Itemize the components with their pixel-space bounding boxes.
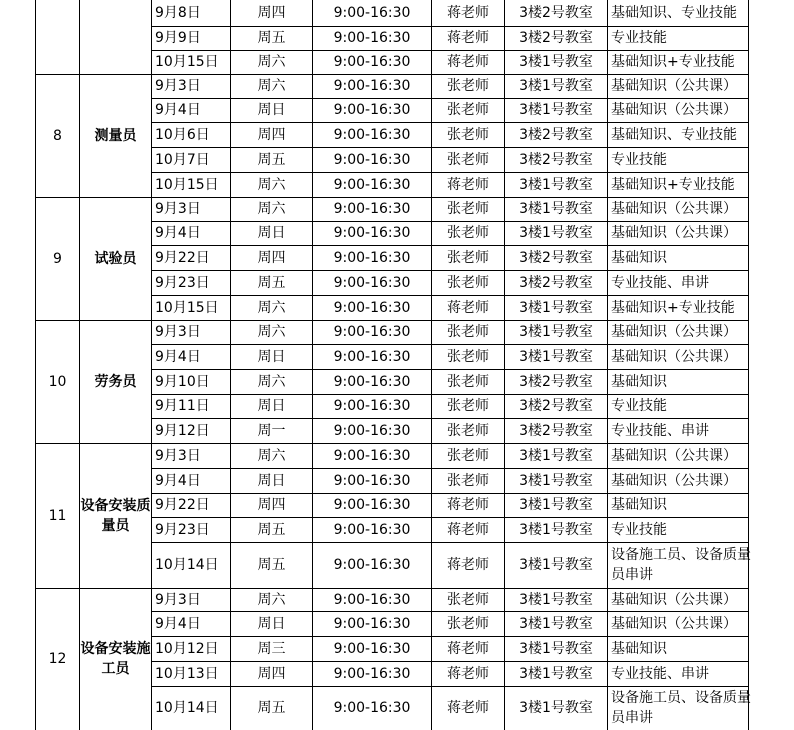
weekday-cell: 周日 xyxy=(257,472,286,489)
group-number: 9 xyxy=(53,250,62,267)
date-cell: 10月7日 xyxy=(155,151,210,168)
room-cell: 3楼2号教室 xyxy=(519,373,593,390)
time-cell: 9:00-16:30 xyxy=(333,126,411,143)
content-cell: 基础知识、专业技能 xyxy=(611,5,737,21)
content-cell: 基础知识（公共课） xyxy=(611,102,737,118)
weekday-cell: 周五 xyxy=(257,30,286,46)
group-number: 11 xyxy=(48,507,67,524)
time-cell: 9:00-16:30 xyxy=(333,447,411,464)
room-cell: 3楼1号教室 xyxy=(519,665,593,682)
date-cell: 10月15日 xyxy=(155,299,219,316)
date-cell: 9月10日 xyxy=(155,373,210,390)
content-cell: 基础知识（公共课） xyxy=(611,472,737,489)
room-cell: 3楼2号教室 xyxy=(519,249,593,266)
room-cell: 3楼2号教室 xyxy=(519,5,593,21)
date-cell: 9月23日 xyxy=(155,521,210,538)
time-cell: 9:00-16:30 xyxy=(333,324,411,340)
room-cell: 3楼1号教室 xyxy=(519,497,593,513)
weekday-cell: 周日 xyxy=(257,615,286,632)
content-cell: 设备施工员、设备质量员串讲 xyxy=(611,547,751,583)
room-cell: 3楼1号教室 xyxy=(519,591,593,608)
room-cell: 3楼1号教室 xyxy=(519,447,593,464)
teacher-cell: 蒋老师 xyxy=(447,700,489,716)
teacher-cell: 蒋老师 xyxy=(447,497,489,513)
date-cell: 9月4日 xyxy=(155,615,201,632)
date-cell: 9月22日 xyxy=(155,497,210,513)
teacher-cell: 张老师 xyxy=(447,78,489,94)
teacher-cell: 张老师 xyxy=(447,348,489,365)
weekday-cell: 周六 xyxy=(257,78,286,94)
room-cell: 3楼1号教室 xyxy=(519,472,593,489)
weekday-cell: 周五 xyxy=(257,557,286,573)
room-cell: 3楼1号教室 xyxy=(519,700,593,716)
teacher-cell: 蒋老师 xyxy=(447,54,489,70)
date-cell: 10月15日 xyxy=(155,176,219,193)
content-cell: 基础知识 xyxy=(611,640,667,657)
weekday-cell: 周六 xyxy=(257,373,286,390)
room-cell: 3楼1号教室 xyxy=(519,201,593,217)
teacher-cell: 蒋老师 xyxy=(447,665,489,682)
room-cell: 3楼1号教室 xyxy=(519,348,593,365)
time-cell: 9:00-16:30 xyxy=(333,640,411,657)
date-cell: 9月3日 xyxy=(155,78,201,94)
teacher-cell: 张老师 xyxy=(447,151,489,168)
group-role: 设备安装质量员 xyxy=(80,497,151,534)
date-cell: 10月14日 xyxy=(155,700,219,716)
teacher-cell: 蒋老师 xyxy=(447,521,489,538)
room-cell: 3楼1号教室 xyxy=(519,324,593,340)
teacher-cell: 张老师 xyxy=(447,225,489,241)
content-cell: 专业技能 xyxy=(611,398,667,414)
weekday-cell: 周六 xyxy=(257,591,286,608)
content-cell: 基础知识 xyxy=(611,373,667,390)
room-cell: 3楼2号教室 xyxy=(519,30,593,46)
weekday-cell: 周六 xyxy=(257,54,286,70)
teacher-cell: 蒋老师 xyxy=(447,557,489,573)
content-cell: 基础知识（公共课） xyxy=(611,447,737,464)
group-number: 10 xyxy=(48,373,67,390)
group-role: 设备安装施工员 xyxy=(80,641,151,677)
time-cell: 9:00-16:30 xyxy=(333,151,411,168)
date-cell: 9月4日 xyxy=(155,348,201,365)
room-cell: 3楼1号教室 xyxy=(519,225,593,241)
content-cell: 基础知识（公共课） xyxy=(611,348,737,365)
time-cell: 9:00-16:30 xyxy=(333,5,411,21)
time-cell: 9:00-16:30 xyxy=(333,274,411,291)
time-cell: 9:00-16:30 xyxy=(333,398,411,414)
content-cell: 专业技能 xyxy=(611,521,667,538)
weekday-cell: 周六 xyxy=(257,447,286,464)
weekday-cell: 周四 xyxy=(257,126,286,143)
content-cell: 基础知识（公共课） xyxy=(611,78,737,94)
date-cell: 9月4日 xyxy=(155,225,201,241)
time-cell: 9:00-16:30 xyxy=(333,225,411,241)
date-cell: 9月4日 xyxy=(155,102,201,118)
content-cell: 基础知识+专业技能 xyxy=(611,54,735,70)
time-cell: 9:00-16:30 xyxy=(333,78,411,94)
room-cell: 3楼1号教室 xyxy=(519,615,593,632)
teacher-cell: 张老师 xyxy=(447,615,489,632)
weekday-cell: 周一 xyxy=(257,422,286,439)
room-cell: 3楼1号教室 xyxy=(519,640,593,657)
weekday-cell: 周五 xyxy=(257,521,286,538)
teacher-cell: 张老师 xyxy=(447,472,489,489)
content-cell: 基础知识（公共课） xyxy=(611,225,737,241)
teacher-cell: 张老师 xyxy=(447,398,489,414)
content-cell: 基础知识 xyxy=(611,497,667,513)
date-cell: 9月3日 xyxy=(155,591,201,608)
teacher-cell: 蒋老师 xyxy=(447,5,489,21)
time-cell: 9:00-16:30 xyxy=(333,472,411,489)
group-number xyxy=(36,0,79,74)
weekday-cell: 周三 xyxy=(257,640,286,657)
content-cell: 基础知识（公共课） xyxy=(611,324,737,340)
room-cell: 3楼1号教室 xyxy=(519,299,593,316)
time-cell: 9:00-16:30 xyxy=(333,30,411,46)
time-cell: 9:00-16:30 xyxy=(333,249,411,266)
room-cell: 3楼1号教室 xyxy=(519,521,593,538)
time-cell: 9:00-16:30 xyxy=(333,373,411,390)
content-cell: 专业技能 xyxy=(611,151,667,168)
date-cell: 9月3日 xyxy=(155,447,201,464)
date-cell: 9月22日 xyxy=(155,249,210,266)
teacher-cell: 蒋老师 xyxy=(447,299,489,316)
weekday-cell: 周六 xyxy=(257,201,286,217)
content-cell: 基础知识+专业技能 xyxy=(611,176,735,193)
weekday-cell: 周四 xyxy=(257,497,286,513)
teacher-cell: 张老师 xyxy=(447,102,489,118)
time-cell: 9:00-16:30 xyxy=(333,591,411,608)
group-role: 测量员 xyxy=(94,127,137,144)
time-cell: 9:00-16:30 xyxy=(333,299,411,316)
teacher-cell: 张老师 xyxy=(447,249,489,266)
date-cell: 10月12日 xyxy=(155,640,219,657)
weekday-cell: 周日 xyxy=(257,348,286,365)
teacher-cell: 蒋老师 xyxy=(447,30,489,46)
teacher-cell: 张老师 xyxy=(447,591,489,608)
time-cell: 9:00-16:30 xyxy=(333,521,411,538)
content-cell: 设备施工员、设备质量员串讲 xyxy=(611,690,751,726)
date-cell: 9月8日 xyxy=(155,5,201,21)
room-cell: 3楼2号教室 xyxy=(519,398,593,414)
weekday-cell: 周六 xyxy=(257,324,286,340)
time-cell: 9:00-16:30 xyxy=(333,54,411,70)
time-cell: 9:00-16:30 xyxy=(333,102,411,118)
date-cell: 9月23日 xyxy=(155,274,210,291)
group-number: 12 xyxy=(48,651,67,667)
weekday-cell: 周五 xyxy=(257,151,286,168)
content-cell: 基础知识（公共课） xyxy=(611,591,737,608)
date-cell: 9月4日 xyxy=(155,472,201,489)
time-cell: 9:00-16:30 xyxy=(333,348,411,365)
content-cell: 基础知识（公共课） xyxy=(611,201,737,217)
content-cell: 专业技能、串讲 xyxy=(611,422,709,439)
content-cell: 基础知识 xyxy=(611,249,667,266)
teacher-cell: 张老师 xyxy=(447,422,489,439)
group-role: 试验员 xyxy=(94,250,137,267)
time-cell: 9:00-16:30 xyxy=(333,201,411,217)
time-cell: 9:00-16:30 xyxy=(333,665,411,682)
teacher-cell: 张老师 xyxy=(447,373,489,390)
weekday-cell: 周日 xyxy=(257,102,286,118)
date-cell: 9月9日 xyxy=(155,30,201,46)
teacher-cell: 蒋老师 xyxy=(447,176,489,193)
date-cell: 9月12日 xyxy=(155,422,210,439)
teacher-cell: 张老师 xyxy=(447,126,489,143)
weekday-cell: 周四 xyxy=(257,5,286,21)
room-cell: 3楼2号教室 xyxy=(519,151,593,168)
teacher-cell: 张老师 xyxy=(447,324,489,340)
teacher-cell: 张老师 xyxy=(447,274,489,291)
time-cell: 9:00-16:30 xyxy=(333,497,411,513)
room-cell: 3楼2号教室 xyxy=(519,274,593,291)
room-cell: 3楼1号教室 xyxy=(519,102,593,118)
date-cell: 9月3日 xyxy=(155,324,201,340)
time-cell: 9:00-16:30 xyxy=(333,557,411,573)
date-cell: 10月14日 xyxy=(155,557,219,573)
teacher-cell: 张老师 xyxy=(447,447,489,464)
content-cell: 专业技能、串讲 xyxy=(611,665,709,682)
weekday-cell: 周四 xyxy=(257,665,286,682)
time-cell: 9:00-16:30 xyxy=(333,176,411,193)
date-cell: 9月11日 xyxy=(155,398,210,414)
group-role: 劳务员 xyxy=(94,373,137,390)
time-cell: 9:00-16:30 xyxy=(333,615,411,632)
weekday-cell: 周日 xyxy=(257,225,286,241)
room-cell: 3楼1号教室 xyxy=(519,176,593,193)
time-cell: 9:00-16:30 xyxy=(333,422,411,439)
teacher-cell: 张老师 xyxy=(447,201,489,217)
date-cell: 10月6日 xyxy=(155,126,210,143)
content-cell: 专业技能、串讲 xyxy=(611,274,709,291)
weekday-cell: 周六 xyxy=(257,299,286,316)
group-role xyxy=(80,0,151,74)
weekday-cell: 周六 xyxy=(257,176,286,193)
group-number: 8 xyxy=(53,127,62,144)
time-cell: 9:00-16:30 xyxy=(333,700,411,716)
weekday-cell: 周五 xyxy=(257,274,286,291)
room-cell: 3楼1号教室 xyxy=(519,78,593,94)
weekday-cell: 周四 xyxy=(257,249,286,266)
room-cell: 3楼1号教室 xyxy=(519,54,593,70)
date-cell: 10月15日 xyxy=(155,54,219,70)
date-cell: 9月3日 xyxy=(155,201,201,217)
content-cell: 基础知识+专业技能 xyxy=(611,299,735,316)
teacher-cell: 蒋老师 xyxy=(447,640,489,657)
content-cell: 基础知识、专业技能 xyxy=(611,126,737,143)
date-cell: 10月13日 xyxy=(155,665,219,682)
weekday-cell: 周五 xyxy=(257,700,286,716)
content-cell: 基础知识（公共课） xyxy=(611,615,737,632)
room-cell: 3楼1号教室 xyxy=(519,557,593,573)
weekday-cell: 周日 xyxy=(257,398,286,414)
room-cell: 3楼2号教室 xyxy=(519,126,593,143)
room-cell: 3楼2号教室 xyxy=(519,422,593,439)
content-cell: 专业技能 xyxy=(611,30,667,46)
